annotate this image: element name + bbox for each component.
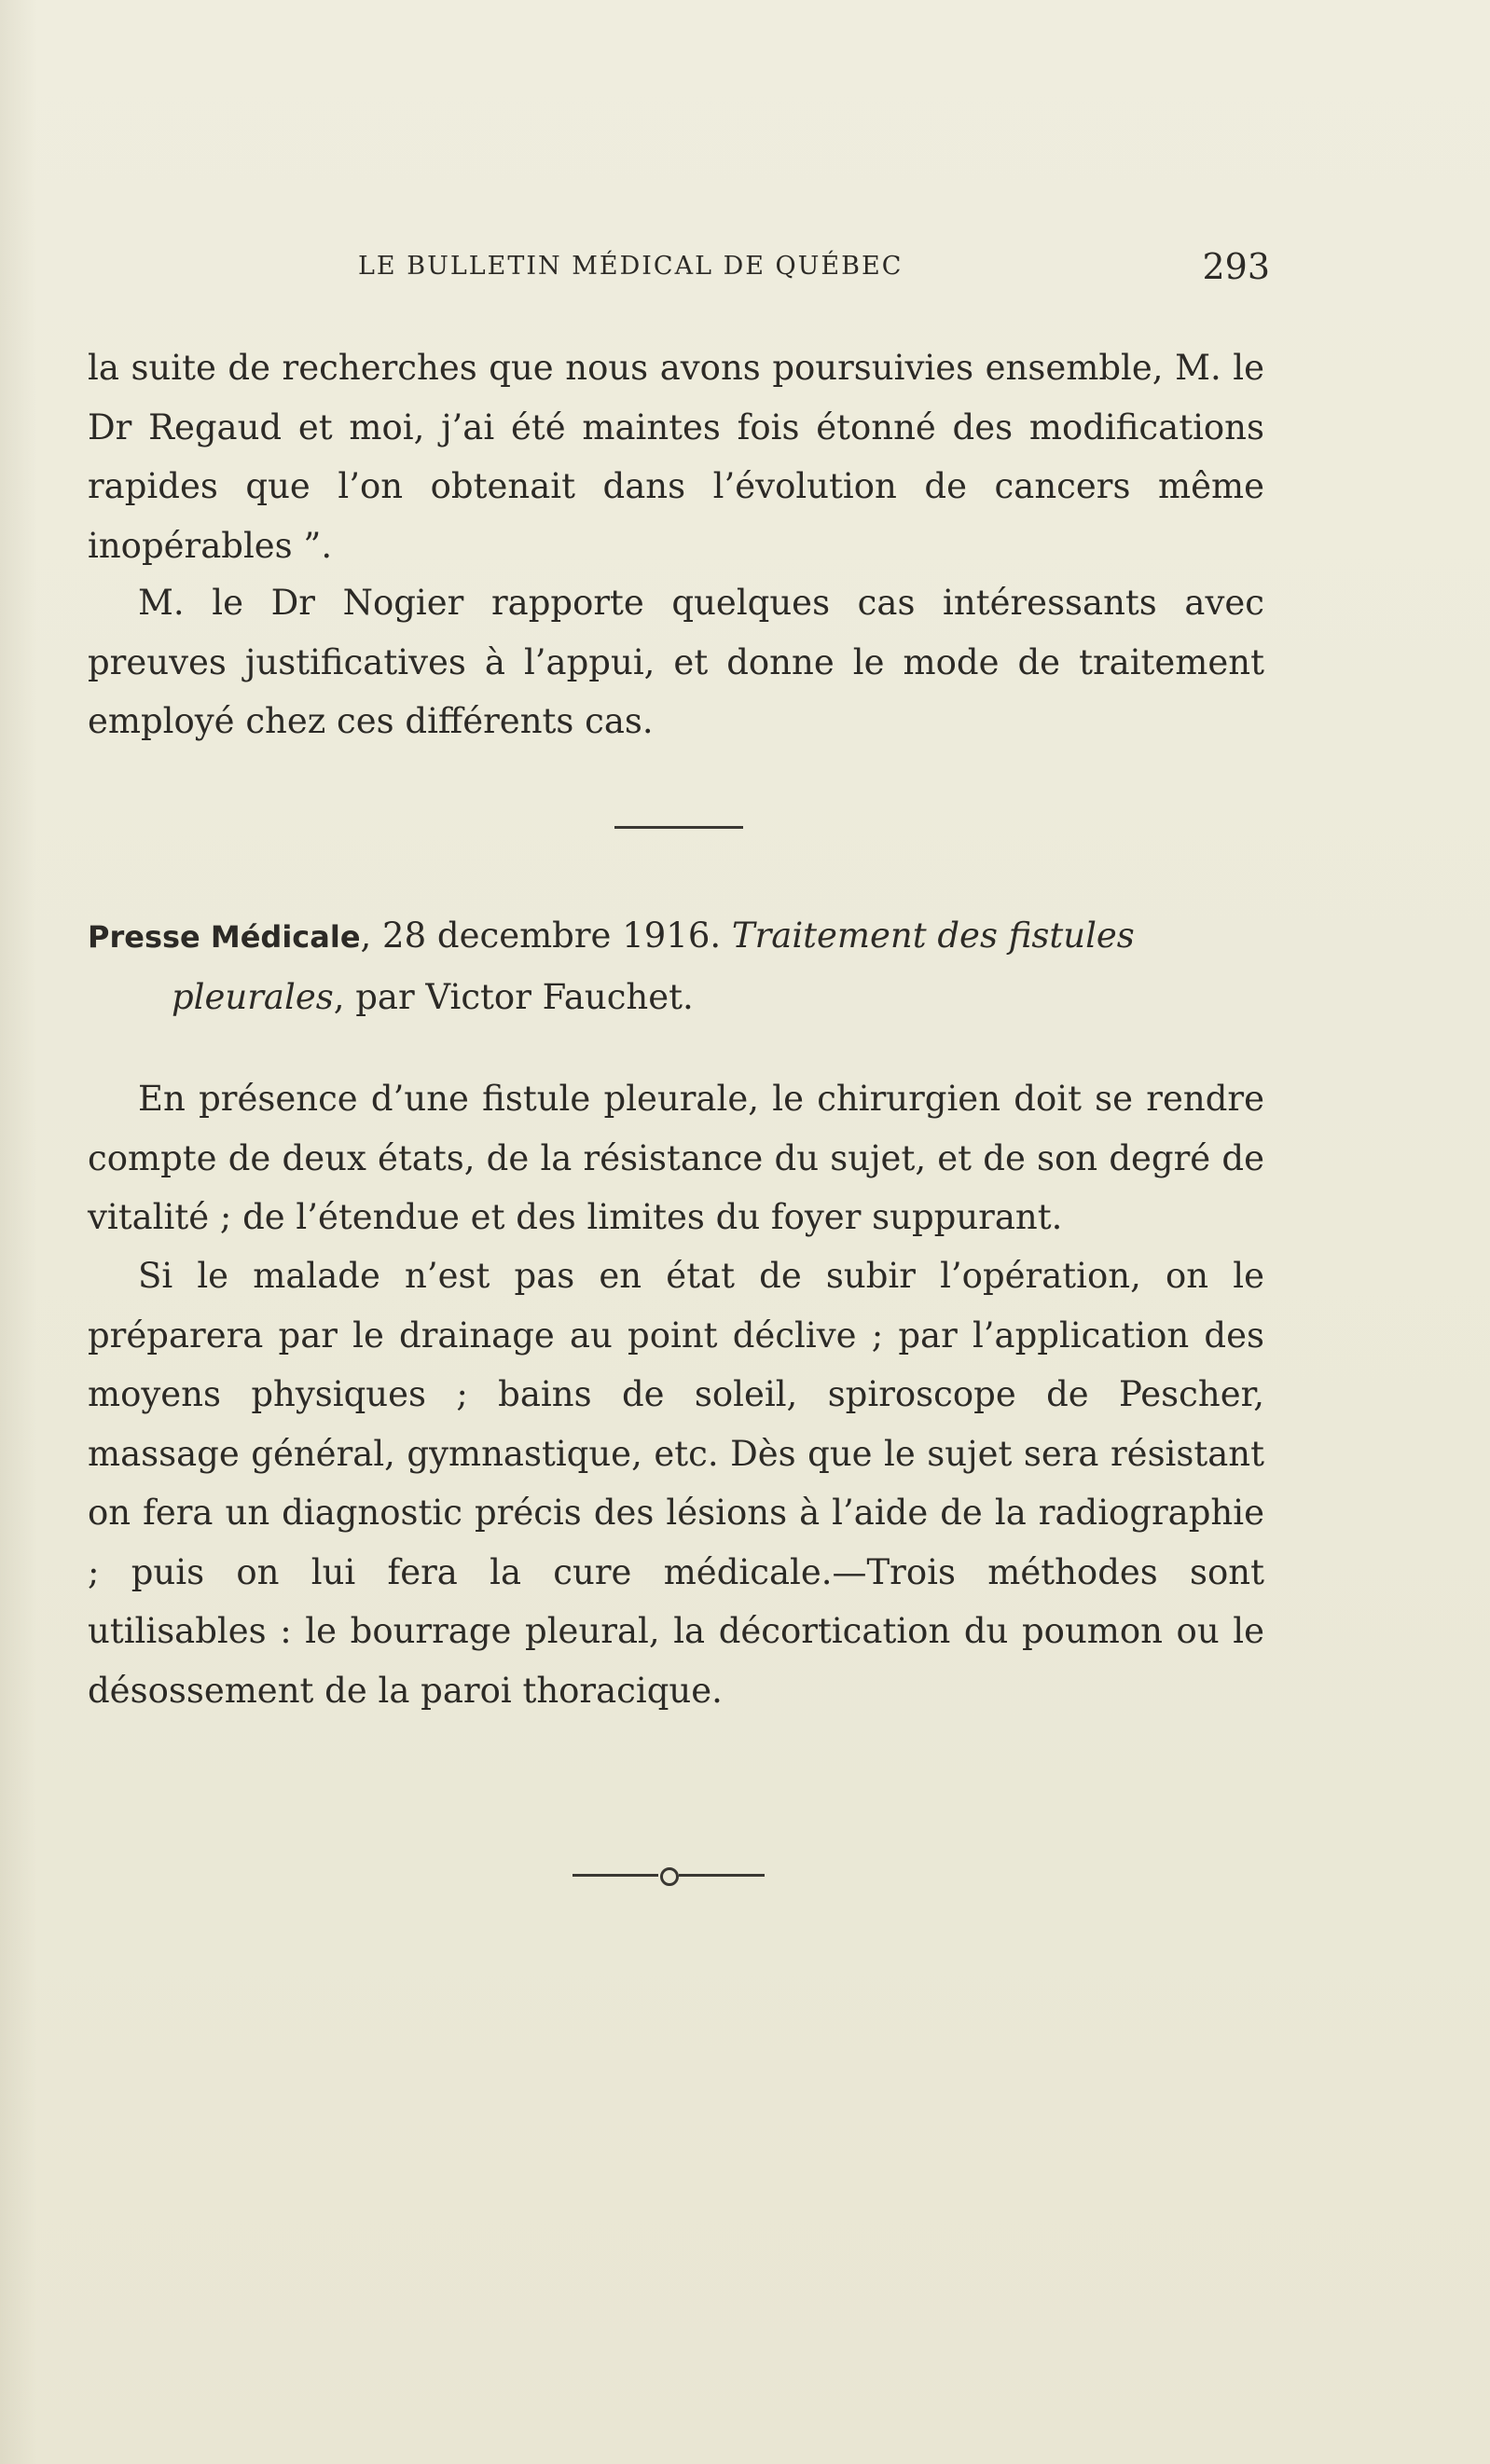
ornament-line-right — [679, 1874, 765, 1877]
body-paragraph-2: M. le Dr Nogier rapporte quelques cas intéressants avec preuves justificatives à l’appui, et donne le mode de traitement employé chez ces différents cas. — [88, 583, 1264, 741]
article-paragraph-2: Si le malade n’est pas en état de subir l’opération, on le préparera par le drainage au point déclive ; par l’application des moyens physiques ; bains de soleil, spiroscope de Pescher, massage général, gymnastique, etc. Dès que le sujet sera résistant on fera un diagnostic précis des lésions à l’aide de la radiographie ; puis on lui fera la cure médicale.—Trois méthodes sont utilisables : le bourrage pleural, la décortication du poumon ou le désossement de la paroi thoracique. — [88, 1256, 1264, 1711]
running-title: LE BULLETIN MÉDICAL DE QUÉBEC — [358, 252, 904, 281]
article-title: Traitement des fistules pleurales — [172, 915, 1135, 1017]
article-author: , par Victor Fauchet. — [333, 976, 694, 1017]
body-paragraph-1: la suite de recherches que nous avons poursuivies ensemble, M. le Dr Regaud et moi, j’ai été maintes fois étonné des modifications rapides que l’on obtenait dans l’évolution de cancers même inopérables ”. — [88, 348, 1264, 566]
ornament-ring — [660, 1867, 679, 1886]
journal-name: Presse Médicale — [88, 919, 361, 955]
citation-date: , 28 decembre 1916. — [360, 915, 722, 956]
end-ornament — [573, 1862, 765, 1890]
article-citation — [88, 906, 1264, 1026]
section-divider — [614, 826, 743, 829]
page-number: 293 — [1202, 246, 1270, 287]
article-paragraph-1: En présence d’une fistule pleurale, le chirurgien doit se rendre compte de deux états, de la résistance du sujet, et de son degré de vitalité ; de l’étendue et des limites du foyer suppurant. — [88, 1079, 1264, 1237]
page-header — [88, 244, 1270, 291]
ornament-line-left — [573, 1874, 658, 1877]
